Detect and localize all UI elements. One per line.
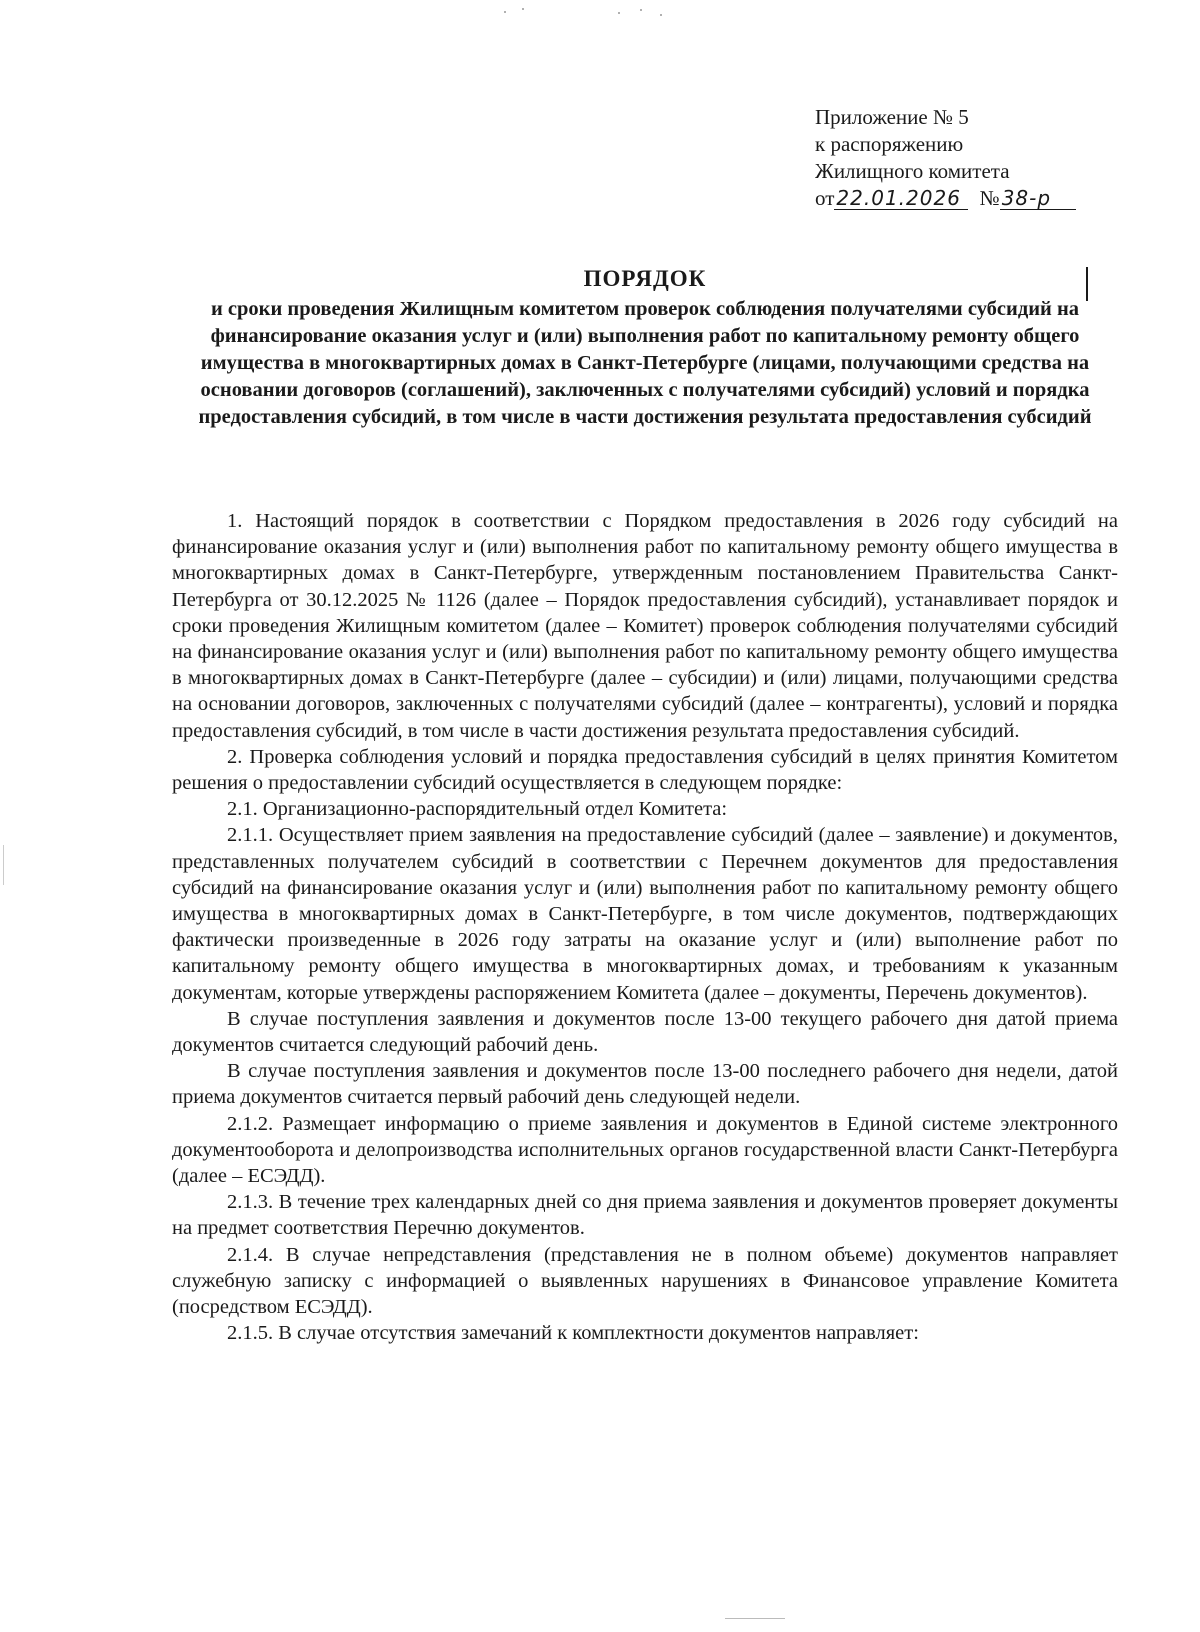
scan-specks bbox=[500, 6, 680, 20]
paragraph-2-1-5: 2.1.5. В случае отсутствия замечаний к комплектности документов направляет: bbox=[227, 1322, 919, 1345]
document-body bbox=[172, 508, 1118, 1347]
paragraph-2-1: 2.1. Организационно-распорядительный отдел Комитета: bbox=[227, 798, 728, 821]
annex-block bbox=[815, 104, 1145, 212]
paragraph-2: 2. Проверка соблюдения условий и порядка предоставления субсидий в целях принятия Комитетом решения о предоставлении субсидий осуществляется в следующем порядке: bbox=[172, 745, 1118, 795]
paragraph-2-1-2: 2.1.2. Размещает информацию о приеме заявления и документов в Единой системе электронного документооборота и делопроизводства исполнительных органов государственной власти Санкт-Петербурга (далее – ЕСЭДД). bbox=[172, 1112, 1118, 1188]
paragraph-week-end-submission: В случае поступления заявления и документов после 13-00 последнего рабочего дня недели, датой приема документов считается первый рабочий день следующей недели. bbox=[172, 1060, 1118, 1109]
scan-footer-mark bbox=[725, 1618, 785, 1619]
title-heading: ПОРЯДОК bbox=[583, 266, 707, 291]
paragraph-2-1-1: 2.1.1. Осуществляет прием заявления на предоставление субсидий (далее – заявление) и документов, представленных получателем субсидий в соответствии с Перечнем документов для предоставления субсидий на финансирование оказания услуг и (или) выполнения работ по капитальному ремонту общего имущества в многоквартирных домах в Санкт-Петербурге, в том числе документов, подтверждающих фактически произведенные в 2026 году затраты на оказание услуг и (или) выполнение работ по капитальному ремонту общего имущества в многоквартирных домах, и требованиям к указанным документам, которые утверждены распоряжением Комитета (далее – документы, Перечень документов). bbox=[172, 824, 1118, 1004]
annex-to-order: к распоряжению bbox=[815, 132, 964, 156]
paragraph-2-1-3: 2.1.3. В течение трех календарных дней со дня приема заявления и документов проверяет документы на предмет соответствия Перечню документов. bbox=[172, 1191, 1118, 1240]
annex-title: Приложение № 5 bbox=[815, 105, 969, 129]
paragraph-1: 1. Настоящий порядок в соответствии с Порядком предоставления в 2026 году субсидий на финансирование оказания услуг и (или) выполнения работ по капитальному ремонту общего имущества в многоквартирных домах в Санкт-Петербурге, утвержденным постановлением Правительства Санкт-Петербурга от 30.12.2025 № 1126 (далее – Порядок предоставления субсидий), устанавливает порядок и сроки проведения Жилищным комитетом (далее – Комитет) проверок соблюдения получателями субсидий на финансирование оказания услуг и (или) выполнения работ по капитальному ремонту общего имущества в многоквартирных домах в Санкт-Петербурге (далее – субсидии) и (или) лицами, получающими средства на основании договоров, заключенных с получателями субсидий (далее – контрагенты), условий и порядка предоставления субсидий, в том числе в части достижения результата предоставления субсидий. bbox=[172, 510, 1118, 742]
number-prefix: № bbox=[979, 186, 1000, 210]
paragraph-late-submission: В случае поступления заявления и документов после 13-00 текущего рабочего дня датой приема документов считается следующий рабочий день. bbox=[172, 1007, 1118, 1057]
document-title bbox=[170, 263, 1120, 431]
date-handwritten: 22.01.2026 bbox=[834, 187, 968, 210]
date-prefix: от bbox=[815, 186, 835, 210]
annex-committee: Жилищного комитета bbox=[815, 159, 1010, 183]
paragraph-2-1-4: 2.1.4. В случае непредставления (представления не в полном объеме) документов направляет служебную записку с информацией о выявленных нарушениях в Финансовое управление Комитета (посредством ЕСЭДД). bbox=[172, 1243, 1118, 1319]
number-handwritten: 38-р bbox=[1000, 187, 1076, 210]
annex-date-number bbox=[815, 185, 1145, 212]
scan-margin-mark bbox=[3, 845, 4, 885]
title-subtitle: и сроки проведения Жилищным комитетом проверок соблюдения получателями субсидий на финансирование оказания услуг и (или) выполнения работ по капитальному ремонту общего имущества в многоквартирных домах в Санкт-Петербурге (лицами, получающими средства на основании договоров (соглашений), заключенных с получателями субсидий) условий и порядка предоставления субсидий, в том числе в части достижения результата предоставления субсидий bbox=[198, 298, 1092, 428]
